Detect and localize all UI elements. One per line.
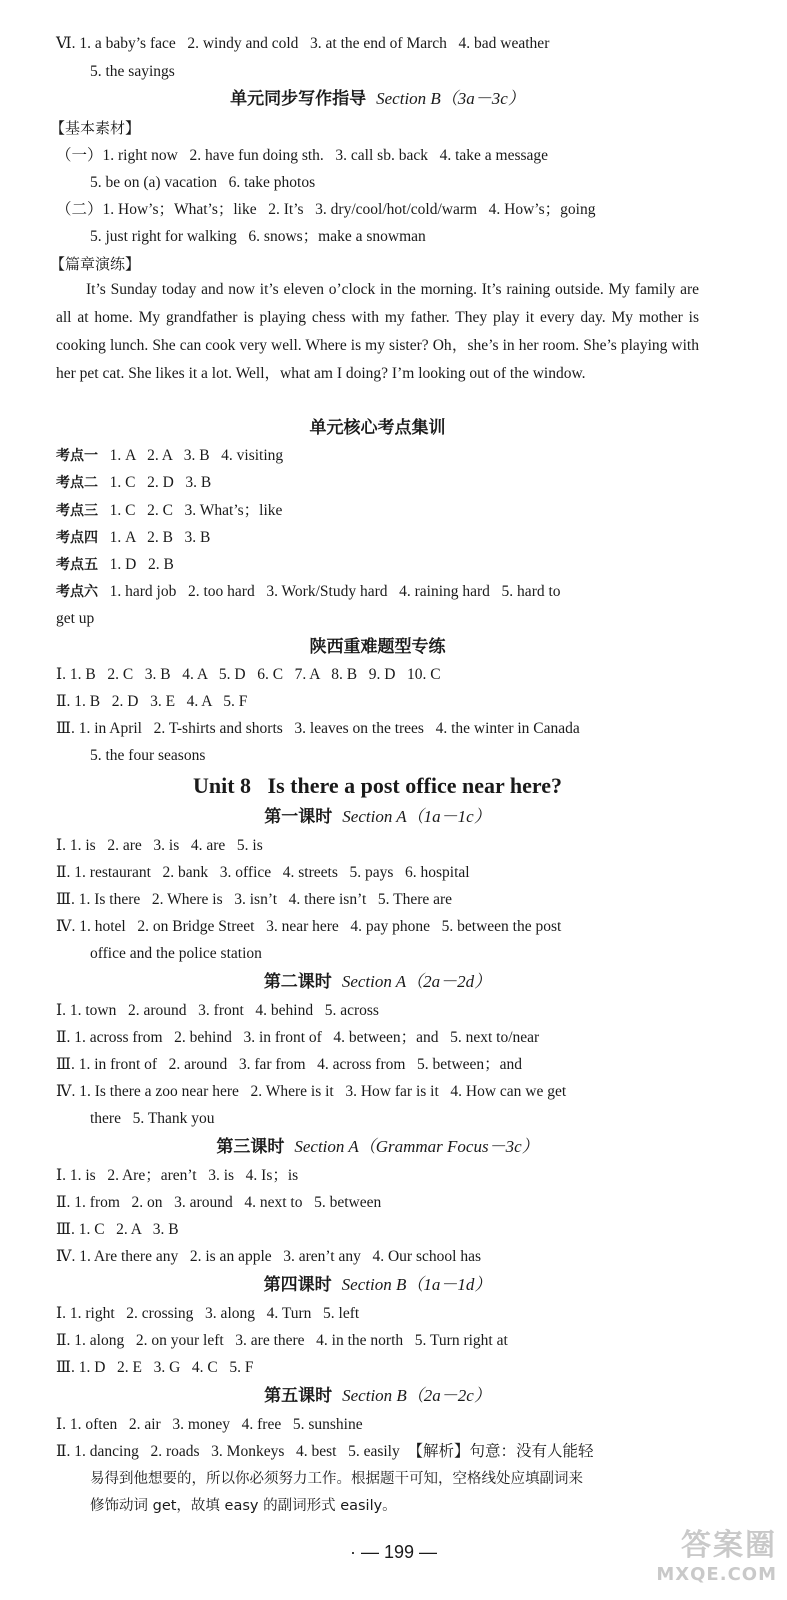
core-point-row [56, 582, 699, 602]
core-point-label: 考点五 [56, 557, 98, 573]
core-point-label: 考点三 [56, 503, 98, 519]
lesson4-line1: Ⅰ. 1. right 2. crossing 3. along 4. Turn 5. left [56, 1305, 360, 1322]
lesson2-line5: there 5. Thank you [90, 1110, 215, 1127]
lesson5-title: 第五课时 [264, 1386, 333, 1406]
basic-material-tag: 【基本素材】 [50, 119, 141, 137]
part1-line1: （一）1. right now 2. have fun doing sth. 3. call sb. back 4. take a message [56, 147, 549, 164]
essay-paragraph: It’s Sunday today and now it’s eleven o’clock in the morning. It’s raining outside. My family are all at home. My grandfather is playing chess with my father. They play it every day. My mother is cooking lunch. She can cook very well. Where is my sister? Oh，she’s in her room. She’s playing with her pet cat. She likes it a lot. Well，what am I doing? I’m looking out of the window. [56, 281, 699, 382]
unit8-title: Unit 8 Is there a post office near here? [192, 773, 563, 798]
core-point-row [56, 555, 699, 575]
core-point-answers: 1. D 2. B [109, 556, 174, 573]
core-point-label: 考点一 [56, 448, 98, 464]
page-number: · — 199 — [349, 1542, 438, 1562]
lesson4-line2: Ⅱ. 1. along 2. on your left 3. are there 4. in the north 5. Turn right at [56, 1332, 508, 1349]
lesson2-line4: Ⅳ. 1. Is there a zoo near here 2. Where is it 3. How far is it 4. How can we get [56, 1083, 567, 1100]
lesson4-line3: Ⅲ. 1. D 2. E 3. G 4. C 5. F [56, 1359, 254, 1376]
lesson3-line4: Ⅳ. 1. Are there any 2. is an apple 3. aren’t any 4. Our school has [56, 1248, 481, 1265]
core-point-answers: 1. C 2. C 3. What’s；like [109, 502, 283, 519]
core-point-row [56, 446, 699, 466]
lesson5-heading [56, 1385, 699, 1407]
core-point-label: 考点四 [56, 530, 98, 546]
shaanxi-line4: 5. the four seasons [90, 747, 206, 764]
lesson1-line3: Ⅲ. 1. Is there 2. Where is 3. isn’t 4. there isn’t 5. There are [56, 891, 453, 908]
lesson2-line2: Ⅱ. 1. across from 2. behind 3. in front of 4. between；and 5. next to/near [56, 1029, 540, 1046]
lesson3-line1: Ⅰ. 1. is 2. Are；aren’t 3. is 4. Is；is [56, 1167, 299, 1184]
lesson1-line2: Ⅱ. 1. restaurant 2. bank 3. office 4. streets 5. pays 6. hospital [56, 864, 470, 881]
lesson4-heading [56, 1274, 699, 1296]
part1-line2: 5. be on (a) vacation 6. take photos [90, 174, 316, 191]
core-point-label: 考点二 [56, 475, 98, 491]
lesson5-line3: 易得到他想要的，所以你必须努力工作。根据题干可知，空格线处应填副词来 [90, 1471, 583, 1487]
lesson1-title: 第一课时 [264, 807, 333, 827]
lesson1-heading [56, 806, 699, 828]
watermark-text: 答案圈 [681, 1528, 777, 1563]
lesson2-line1: Ⅰ. 1. town 2. around 3. front 4. behind 5. across [56, 1002, 379, 1019]
core-point-answers: 1. A 2. A 3. B 4. visiting [109, 447, 284, 464]
core-point-answers: 1. hard job 2. too hard 3. Work/Study hard 4. raining hard 5. hard to [109, 583, 561, 600]
lesson1-line1: Ⅰ. 1. is 2. are 3. is 4. are 5. is [56, 837, 263, 854]
watermark-logo [577, 1520, 777, 1590]
watermark-url: MXQE.COM [656, 1564, 777, 1585]
lesson5-line1: Ⅰ. 1. often 2. air 3. money 4. free 5. sunshine [56, 1416, 363, 1433]
core-point-row [56, 473, 699, 493]
writing-guide-title: 单元同步写作指导 [230, 89, 367, 109]
lesson5-line2: Ⅱ. 1. dancing 2. roads 3. Monkeys 4. best 5. easily 【解析】句意：没有人能轻 [56, 1443, 594, 1460]
core-point-answers: 1. C 2. D 3. B [109, 474, 212, 491]
core-point-continuation: get up [56, 610, 95, 627]
lesson5-line4: 修饰动词 get，故填 easy 的副词形式 easily。 [90, 1498, 397, 1514]
part2-line2: 5. just right for walking 6. snows；make a snowman [90, 228, 426, 245]
writing-guide-section: Section B（3a－3c） [376, 89, 525, 108]
lesson3-section: Section A（Grammar Focus－3c） [294, 1137, 539, 1156]
core-points-title: 单元核心考点集训 [309, 418, 446, 438]
core-point-row [56, 501, 699, 521]
lesson2-section: Section A（2a－2d） [341, 972, 492, 991]
shaanxi-line3: Ⅲ. 1. in April 2. T-shirts and shorts 3. leaves on the trees 4. the winter in Canada [56, 720, 580, 737]
section-vi-line1: Ⅵ. 1. a baby’s face 2. windy and cold 3. at the end of March 4. bad weather [56, 35, 550, 52]
chapter-practice-tag: 【篇章演练】 [50, 255, 141, 273]
part2-line1: （二）1. How’s；What’s；like 2. It’s 3. dry/cool/hot/cold/warm 4. How’s；going [56, 201, 596, 218]
core-point-row [56, 528, 699, 548]
writing-guide-heading [56, 88, 699, 110]
lesson2-line3: Ⅲ. 1. in front of 2. around 3. far from 4. across from 5. between；and [56, 1056, 523, 1073]
lesson3-heading [56, 1136, 699, 1158]
lesson5-section: Section B（2a－2c） [342, 1386, 491, 1405]
lesson3-line3: Ⅲ. 1. C 2. A 3. B [56, 1221, 179, 1238]
core-point-label: 考点六 [56, 584, 98, 600]
lesson2-heading [56, 971, 699, 993]
lesson3-line2: Ⅱ. 1. from 2. on 3. around 4. next to 5. between [56, 1194, 382, 1211]
shaanxi-title: 陕西重难题型专练 [309, 637, 446, 657]
lesson2-title: 第二课时 [263, 972, 332, 992]
lesson1-line5: office and the police station [90, 945, 262, 962]
shaanxi-line1: Ⅰ. 1. B 2. C 3. B 4. A 5. D 6. C 7. A 8. B 9. D 10. C [56, 666, 441, 683]
lesson1-line4: Ⅳ. 1. hotel 2. on Bridge Street 3. near here 4. pay phone 5. between the post [56, 918, 562, 935]
section-vi-line2: 5. the sayings [90, 63, 175, 80]
lesson4-section: Section B（1a－1d） [341, 1275, 492, 1294]
lesson4-title: 第四课时 [263, 1275, 332, 1295]
lesson3-title: 第三课时 [216, 1137, 285, 1157]
core-point-answers: 1. A 2. B 3. B [109, 529, 211, 546]
shaanxi-line2: Ⅱ. 1. B 2. D 3. E 4. A 5. F [56, 693, 248, 710]
lesson1-section: Section A（1a－1c） [342, 807, 491, 826]
